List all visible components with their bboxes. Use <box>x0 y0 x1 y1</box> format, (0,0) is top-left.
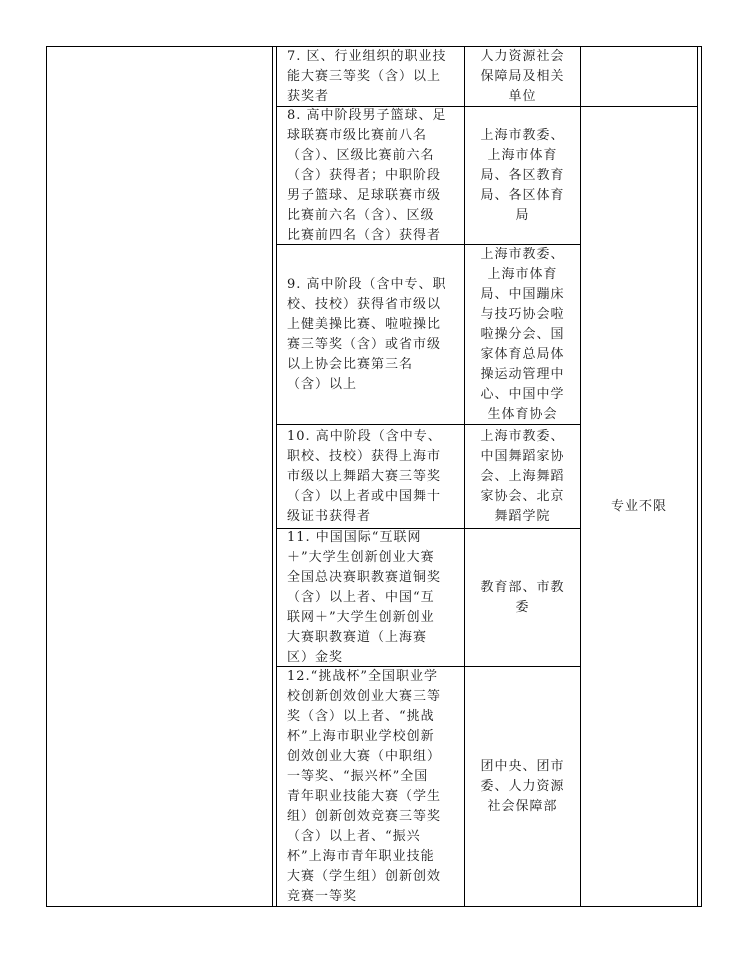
issuing-authority: 上海市教委、 中国舞蹈家协 会、上海舞蹈 家协会、北京 舞蹈学院 <box>480 428 565 524</box>
table-border-right-b <box>701 46 702 906</box>
issuing-authority: 上海市教委、 上海市体育 局、各区教育 局、各区体育 局 <box>480 127 565 223</box>
issuing-authority: 上海市教委、 上海市体育 局、中国蹦床 与技巧协会啦 啦操分会、国 家体育总局体 操运动管理中 心、中国中学 生体育协会 <box>480 246 565 422</box>
award-description: 12.“挑战杯”全国职业学 校创新创效创业大赛三等 奖（含）以上者、“挑战 杯”上海市职业学校创新 创效创业大赛（中职组） 一等奖、“振兴杯”全国 青年职业技能大赛（学生 组）创新创效竞赛三等奖 （含）以上者、“振兴 杯”上海市青年职业技能 大赛（学生组）创新创效 竞赛一等奖 <box>287 668 442 904</box>
issuing-authority: 人力资源社会 保障局及相关 单位 <box>480 48 565 104</box>
issuing-authority: 团中央、团市 委、人力资源 社会保障部 <box>480 758 565 814</box>
award-description: 8. 高中阶段男子篮球、足 球联赛市级比赛前八名 （含）、区级比赛前六名 （含）获得者；中职阶段 男子篮球、足球联赛市级 比赛前六名（含）、区级 比赛前四名（含）获得者 <box>287 107 447 243</box>
issuing-authority: 教育部、市教 委 <box>480 579 565 615</box>
award-description: 9. 高中阶段（含中专、职 校、技校）获得省市级以 上健美操比赛、啦啦操比 赛三等奖（含）或省市级 以上协会比赛第三名 （含）以上 <box>287 276 447 392</box>
award-description: 7. 区、行业组织的职业技 能大赛三等奖（含）以上 获奖者 <box>287 48 447 104</box>
award-description: 11. 中国国际“互联网 ＋”大学生创新创业大赛 全国总决赛职教赛道铜奖 （含）以上者、中国“互 联网＋”大学生创新创业 大赛职教赛道（上海赛 区）金奖 <box>287 529 442 665</box>
major-requirement: 专业不限 <box>610 498 667 514</box>
table-border-left <box>46 46 47 906</box>
award-description: 10. 高中阶段（含中专、 职校、技校）获得上海市 市级以上舞蹈大赛三等奖 （含）以上者或中国舞十 级证书获得者 <box>287 428 442 524</box>
column-divider-1 <box>272 46 273 906</box>
table-border-right <box>697 46 698 906</box>
